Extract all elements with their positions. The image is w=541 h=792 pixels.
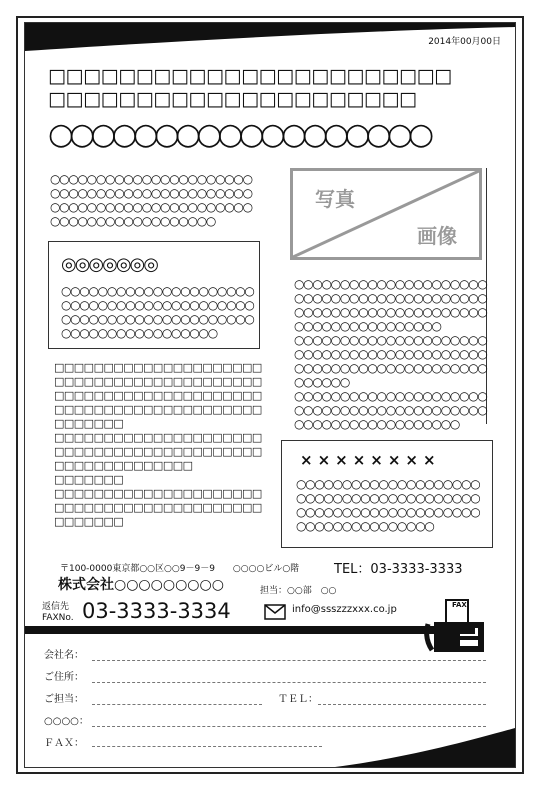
box-text: ○○○○○○○○○○○○○○○○○○○○○ ○○○○○○○○○○○○○○○○○○○○○ ○○○○○○○○○○○○○○○○○○○○○ ○○○○○○○○○○○○○○○○○: [61, 284, 254, 340]
headline: ○○○○○○○○○○○○○○○○○○: [48, 117, 430, 152]
body-text-right: ○○○○○○○○○○○○○○○○○○○○○ ○○○○○○○○○○○○○○○○○○○○○ ○○○○○○○○○○○○○○○○○○○○○ ○○○○○○○○○○○○○○○○ ○○○○○○○○○○○○○○○○○○○○○ ○○○○○○○○○○○○○○○○○○○○○ ○○○○○○○○○○○○○○○○○○○○○ ○○○○○○ ○○○○○○○○○○○○○○○○○○○○○ ○○○○○○○○○○○○○○○○○○○○○ ○○○○○○○○○○○○○○○○○○: [294, 277, 487, 431]
form-other-label: ○○○○：: [44, 716, 89, 727]
mail-icon: [264, 604, 286, 620]
form-person-label: ご担当：: [44, 694, 84, 705]
person-in-charge: 担当：○○部 ○○: [260, 586, 337, 596]
form-person-line[interactable]: [92, 704, 262, 705]
body-text-left: □□□□□□□□□□□□□□□□□□□□□ □□□□□□□□□□□□□□□□□□□□□ □□□□□□□□□□□□□□□□□□□□□ □□□□□□□□□□□□□□□□□□□□□ □□□□□□□ □□□□□□□□□□□□□□□□□□□□□ □□□□□□□□□□□□□□□□□□□□□ □□□□□□□□□□□□□□ □□□□□□□ □□□□□□□□□□□□□□□□□□□□□ □□□□□□□□□□□□□□□□□□□□□ □□□□□□□: [54, 361, 262, 528]
title-row-2: □□□□□□□□□□□□□□□□□□□□□: [48, 88, 417, 110]
feature-box-left: [48, 241, 260, 349]
photo-label-2: 画像: [417, 224, 457, 248]
bottom-swoosh: [25, 728, 515, 767]
form-company-line[interactable]: [92, 660, 486, 661]
form-tel-label: ＴＥＬ：: [278, 694, 318, 705]
form-address-label: ご住所：: [44, 672, 84, 683]
date: 2014年00月00日: [428, 37, 501, 47]
fax-icon-label: FAX: [452, 601, 467, 609]
address: 〒100-0000東京都○○区○○9－9－9 ○○○○ビル○階: [60, 564, 300, 574]
form-fax-label: ＦＡＸ：: [44, 738, 84, 749]
title-row-1: □□□□□□□□□□□□□□□□□□□□□□□: [48, 65, 452, 87]
form-tel-line[interactable]: [318, 704, 486, 705]
fax-reply-label: 返信先 FAXNo.: [42, 602, 74, 623]
form-address-line[interactable]: [92, 682, 486, 683]
company-name: 株式会社○○○○○○○○○: [58, 577, 224, 593]
fax-number: 03-3333-3334: [82, 599, 231, 623]
form-company-label: 会社名：: [44, 650, 84, 661]
photo-label-1: 写真: [315, 187, 355, 211]
divider-bar: [25, 626, 475, 634]
tel-number: TEL：03-3333-3333: [334, 562, 463, 577]
box-heading: ◎◎◎◎◎◎◎: [61, 254, 157, 275]
box-text-right: ○○○○○○○○○○○○○○○○○○○○ ○○○○○○○○○○○○○○○○○○○○ ○○○○○○○○○○○○○○○○○○○○ ○○○○○○○○○○○○○○○: [296, 477, 480, 533]
form-other-line[interactable]: [92, 726, 486, 727]
box-heading-right: ××××××××: [300, 451, 441, 469]
intro-text: ○○○○○○○○○○○○○○○○○○○○○○ ○○○○○○○○○○○○○○○○○○○○○○ ○○○○○○○○○○○○○○○○○○○○○○ ○○○○○○○○○○○○○○○○○○: [50, 172, 252, 228]
email-address: info@ssszzzxxx.co.jp: [292, 604, 397, 615]
feature-box-right: [281, 440, 493, 548]
photo-placeholder: [290, 168, 482, 260]
